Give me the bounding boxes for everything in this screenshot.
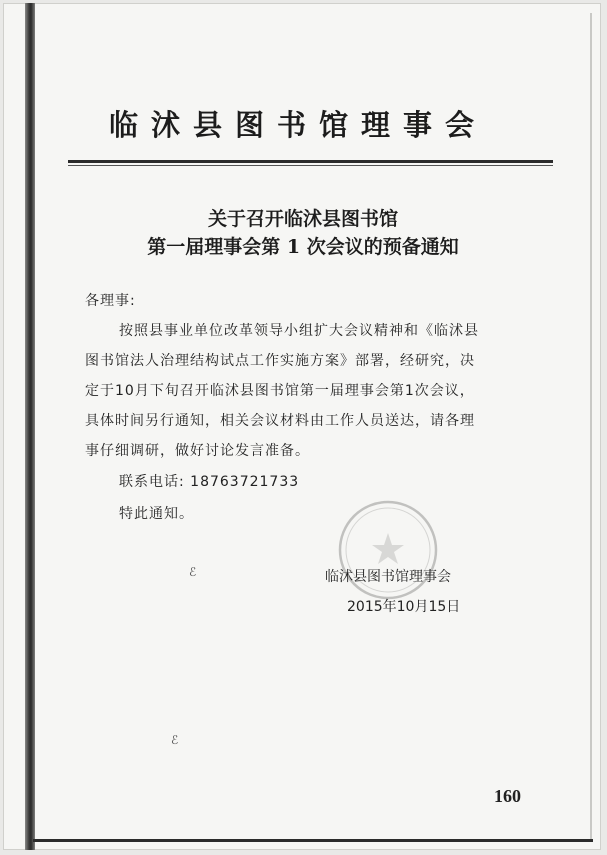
page-edge [590, 13, 592, 839]
header-rule-thin [68, 165, 553, 166]
stray-mark: ℰ [171, 733, 179, 747]
stray-mark: ℰ [189, 565, 197, 579]
paragraph-line: 图书馆法人治理结构试点工作实施方案》部署，经研究，决 [85, 353, 475, 369]
binding-strip [25, 3, 35, 850]
document-title-line1: 关于召开临沭县图书馆 [207, 208, 398, 230]
header-rule-thick [68, 160, 553, 163]
document-title-line2: 第一届理事会第 1 次会议的预备通知 [147, 236, 459, 258]
salutation: 各理事: [85, 293, 136, 309]
document-page [3, 3, 601, 850]
contact-phone: 联系电话: 18763721733 [119, 474, 300, 490]
signature-date: 2015年10月15日 [347, 599, 461, 615]
closing-line: 特此通知。 [119, 506, 194, 522]
paragraph-line: 定于10月下旬召开临沭县图书馆第一届理事会第1次会议， [85, 383, 475, 399]
paragraph-line: 事仔细调研，做好讨论发言准备。 [85, 443, 310, 459]
bottom-rule [33, 839, 593, 842]
paragraph-line: 具体时间另行通知，相关会议材料由工作人员送达，请各理 [85, 413, 475, 429]
paragraph-line: 按照县事业单位改革领导小组扩大会议精神和《临沭县 [119, 323, 479, 339]
faded-seal-stamp [333, 495, 443, 605]
page-number: 160 [494, 786, 521, 806]
org-header-title: 临沭县图书馆理事会 [108, 108, 487, 142]
signature-org: 临沭县图书馆理事会 [325, 569, 451, 585]
